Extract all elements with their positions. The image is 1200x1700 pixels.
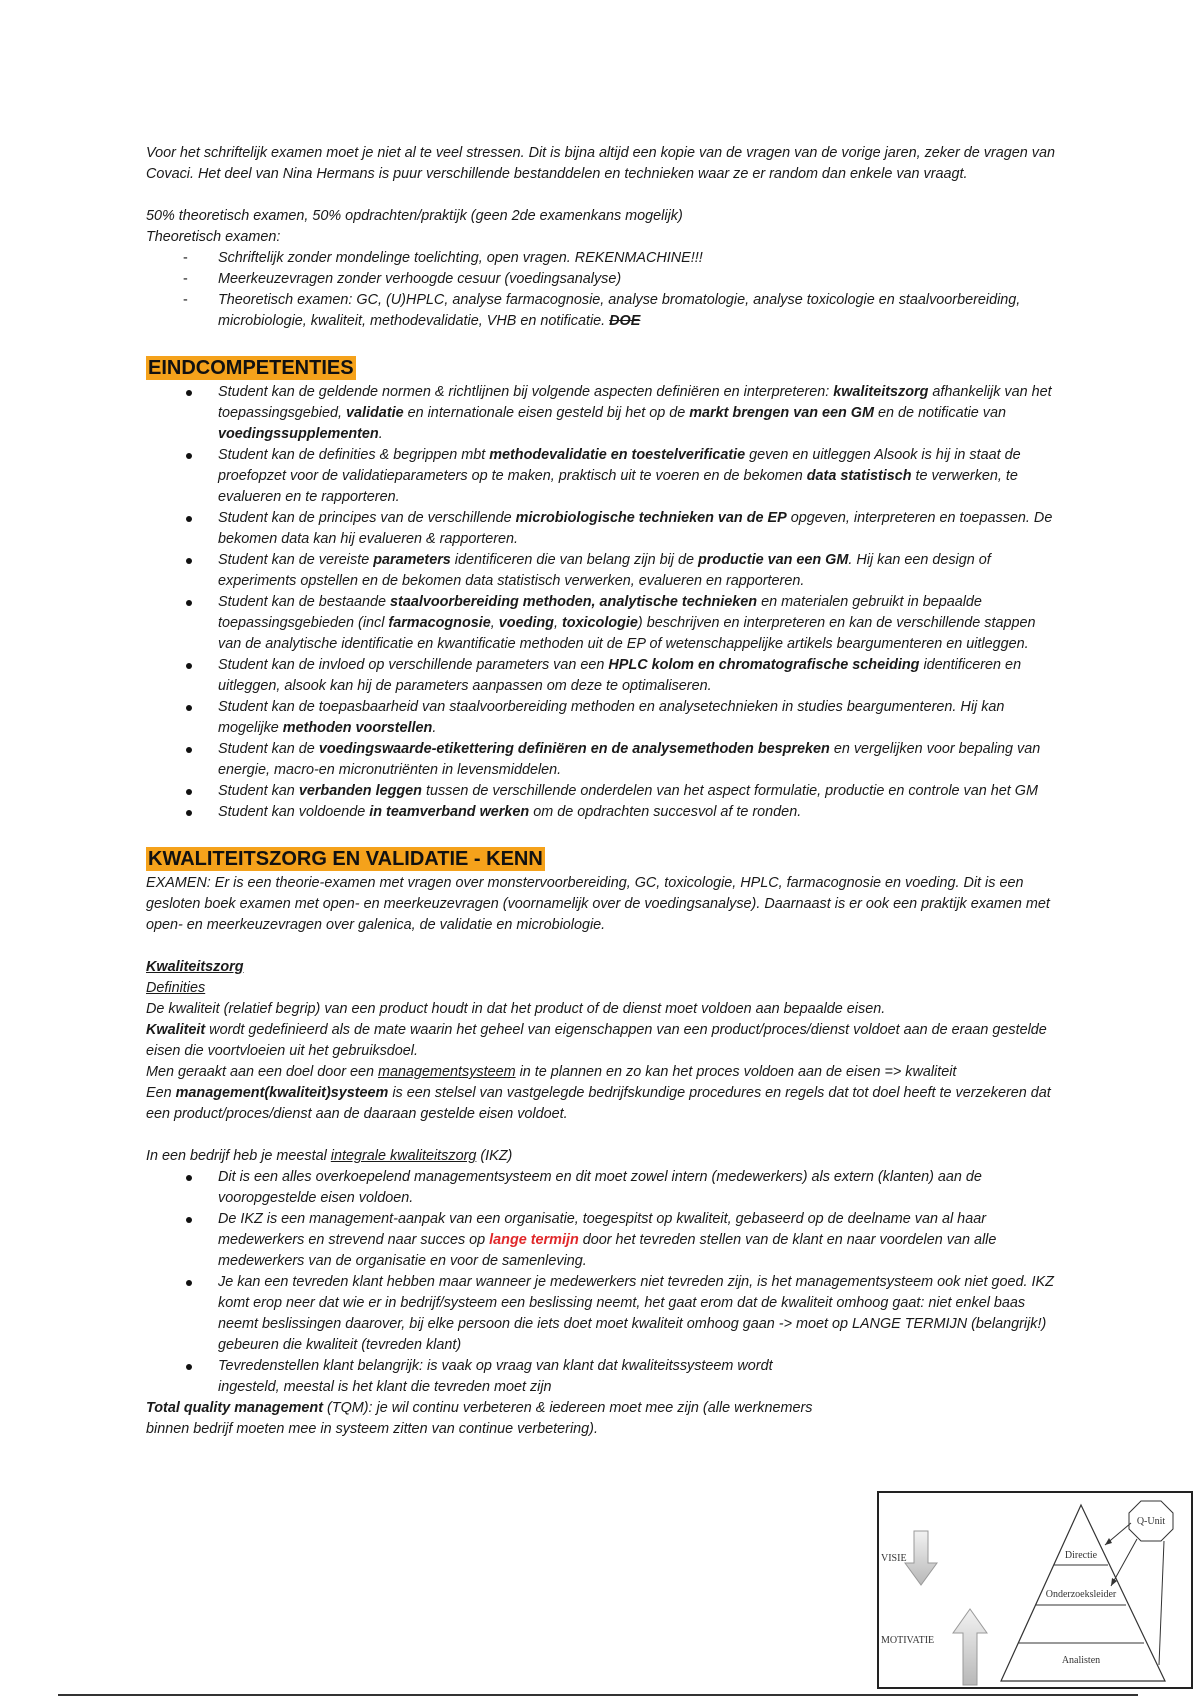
list-item: Student kan de principes van de verschillende microbiologische technieken van de EP opgeven, interpreteren en toepassen. De bekomen data kan hij evalueren & rapporteren. <box>218 508 1056 550</box>
heading-eindcompetenties: EINDCOMPETENTIES <box>148 357 354 379</box>
q-unit-label: Q-Unit <box>1136 1516 1166 1527</box>
quality-pyramid-figure <box>877 1491 1193 1689</box>
subsection-title: Definities <box>146 980 206 996</box>
definition-paragraph: Kwaliteit wordt gedefinieerd als de mate waarin het geheel van eigenschappen van een product/proces/dienst voldoet aan de eraan gestelde eisen die voortvloeien uit het gebruiksdoel. <box>146 1022 1047 1059</box>
list-item: Student kan verbanden leggen tussen de verschillende onderdelen van het aspect formulatie, productie en controle van het GM <box>218 781 1056 802</box>
struck-text: DOE <box>609 313 641 329</box>
ikz-list <box>146 1167 1056 1398</box>
list-item: Student kan de vereiste parameters identificeren die van belang zijn bij de productie van een GM. Hij kan een design of experiments opstellen en de bekomen data statistisch verwerken, evalueren en rapporteren. <box>218 550 1056 592</box>
page-bottom-rule <box>58 1694 1138 1696</box>
list-item: - Schriftelijk zonder mondelinge toelichting, open vragen. REKENMACHINE!!! <box>218 248 1056 269</box>
motivatie-arrow <box>953 1609 987 1685</box>
pyramid-label-analisten: Analisten <box>1061 1655 1101 1666</box>
theory-list <box>146 248 1056 332</box>
heading-kwaliteitszorg: KWALITEITSZORG EN VALIDATIE - KENN <box>148 848 543 870</box>
list-item: Student kan de geldende normen & richtlijnen bij volgende aspecten definiëren en interpreteren: kwaliteitszorg afhankelijk van het toepassingsgebied, validatie en internationale eisen gesteld bij het op de markt brengen van een GM en de notificatie van voedingssupplementen. <box>218 382 1056 445</box>
connector-arrow <box>1159 1541 1164 1665</box>
list-item: - Meerkeuzevragen zonder verhoogde cesuur (voedingsanalyse) <box>218 269 1056 290</box>
visie-label: VISIE <box>881 1553 907 1564</box>
competency-list <box>146 382 1056 823</box>
theory-label: Theoretisch examen: <box>146 229 281 245</box>
list-item: Student kan voldoende in teamverband werken om de opdrachten succesvol af te ronden. <box>218 802 1056 823</box>
pyramid-label-onderzoeksleider: Onderzoeksleider <box>1045 1589 1117 1600</box>
definition-paragraph: Men geraakt aan een doel door een managementsysteem in te plannen en zo kan het proces voldoen aan de eisen => kwaliteit <box>146 1064 957 1080</box>
list-item: Student kan de voedingswaarde-etikettering definiëren en de analysemethoden bespreken en vergelijken voor bepaling van energie, macro-en micronutriënten in levensmiddelen. <box>218 739 1056 781</box>
list-item-text: Theoretisch examen: GC, (U)HPLC, analyse farmacognosie, analyse bromatologie, analyse toxicologie en staalvoorbereiding, microbiologie, kwaliteit, methodevalidatie, VHB en notificatie. <box>218 292 1021 329</box>
list-item: Student kan de definities & begrippen mbt methodevalidatie en toestelverificatie geven en uitleggen Alsook is hij in staat de proefopzet voor de validatieparameters op te maken, praktisch uit te voeren en de bekomen data statistisch te verwerken, te evalueren en te rapporteren. <box>218 445 1056 508</box>
list-item: Student kan de toepasbaarheid van staalvoorbereiding methoden en analysetechnieken in studies beargumenteren. Hij kan mogelijke methoden voorstellen. <box>218 697 1056 739</box>
arrowhead <box>1105 1538 1112 1545</box>
motivatie-label: MOTIVATIE <box>881 1635 935 1646</box>
document-page <box>146 143 1056 1440</box>
list-item: Je kan een tevreden klant hebben maar wanneer je medewerkers niet tevreden zijn, is het managementsysteem ook niet goed. IKZ komt erop neer dat wie er in bedrijf/systeem een beslissing neemt, het gaat erom dat de kwaliteit omhoog gaat: niet enkel baas neemt beslissingen daarover, bij elke persoon die iets doet moet kwaliteit omhoog gaan -> moet op LANGE TERMIJN (belangrijk!) gebeuren die kwaliteit (tevreden klant) <box>218 1272 1056 1356</box>
exam-paragraph: EXAMEN: Er is een theorie-examen met vragen over monstervoorbereiding, GC, toxicologie, HPLC, farmacognosie en voeding. Dit is een gesloten boek examen met open- en meerkeuzevragen (voornamelijk over de voedingsanalyse). Daarnaast is er ook een praktijk examen met open- en meerkeuzevragen over galenica, de validatie en microbiologie. <box>146 875 1050 933</box>
list-item: De IKZ is een management-aanpak van een organisatie, toegespitst op kwaliteit, gebaseerd op de deelname van al haar medewerkers en strevend naar succes op lange termijn door het tevreden stellen van de klant en naar voordelen van alle medewerkers van de organisatie en voor de samenleving. <box>218 1209 1056 1272</box>
visie-arrow <box>905 1531 937 1585</box>
list-item: Tevredenstellen klant belangrijk: is vaak op vraag van klant dat kwaliteitssysteem wordt ingesteld, meestal is het klant die tevreden moet zijn <box>218 1356 836 1398</box>
pyramid-label-directie: Directie <box>1064 1550 1098 1561</box>
ikz-intro: In een bedrijf heb je meestal integrale kwaliteitszorg (IKZ) <box>146 1148 513 1164</box>
definition-paragraph: Een management(kwaliteit)systeem is een stelsel van vastgelegde bedrijfskundige procedures en regels dat tot doel heeft te verzekeren dat een product/proces/dienst aan de daaraan gestelde eisen voldoet. <box>146 1085 1051 1122</box>
list-item: Student kan de bestaande staalvoorbereiding methoden, analytische technieken en materialen gebruikt in bepaalde toepassingsgebieden (incl farmacognosie, voeding, toxicologie) beschrijven en interpreteren en kan de verschillende stappen van de analytische identificatie en kwantificatie methoden uit de EP of wetenschappelijke artikels beargumenteren en uitleggen. <box>218 592 1056 655</box>
tqm-paragraph: Total quality management (TQM): je wil continu verbeteren & iedereen moet mee zijn (alle werknemers binnen bedrijf moeten mee in systeem zitten van continue verbetering). <box>146 1400 813 1437</box>
pyramid-diagram <box>879 1493 1191 1687</box>
list-item: Dit is een alles overkoepelend managementsysteem en dit moet zowel intern (medewerkers) als extern (klanten) aan de vooropgestelde eisen voldoen. <box>218 1167 1056 1209</box>
list-item: Student kan de invloed op verschillende parameters van een HPLC kolom en chromatografische scheiding identificeren en uitleggen, alsook kan hij de parameters aanpassen om deze te optimaliseren. <box>218 655 1056 697</box>
section-title: Kwaliteitszorg <box>146 959 244 975</box>
definition-paragraph: De kwaliteit (relatief begrip) van een product houdt in dat het product of de dienst moet voldoen aan bepaalde eisen. <box>146 1001 886 1017</box>
list-item <box>218 290 1056 332</box>
intro-paragraph: Voor het schriftelijk examen moet je niet al te veel stressen. Dit is bijna altijd een kopie van de vragen van de vorige jaren, zeker de vragen van Covaci. Het deel van Nina Hermans is puur verschillende bestanddelen en technieken waar ze er random dan enkele van vraagt. <box>146 145 1055 182</box>
exam-split: 50% theoretisch examen, 50% opdrachten/praktijk (geen 2de examenkans mogelijk) <box>146 208 683 224</box>
connector-arrow <box>1111 1539 1137 1586</box>
